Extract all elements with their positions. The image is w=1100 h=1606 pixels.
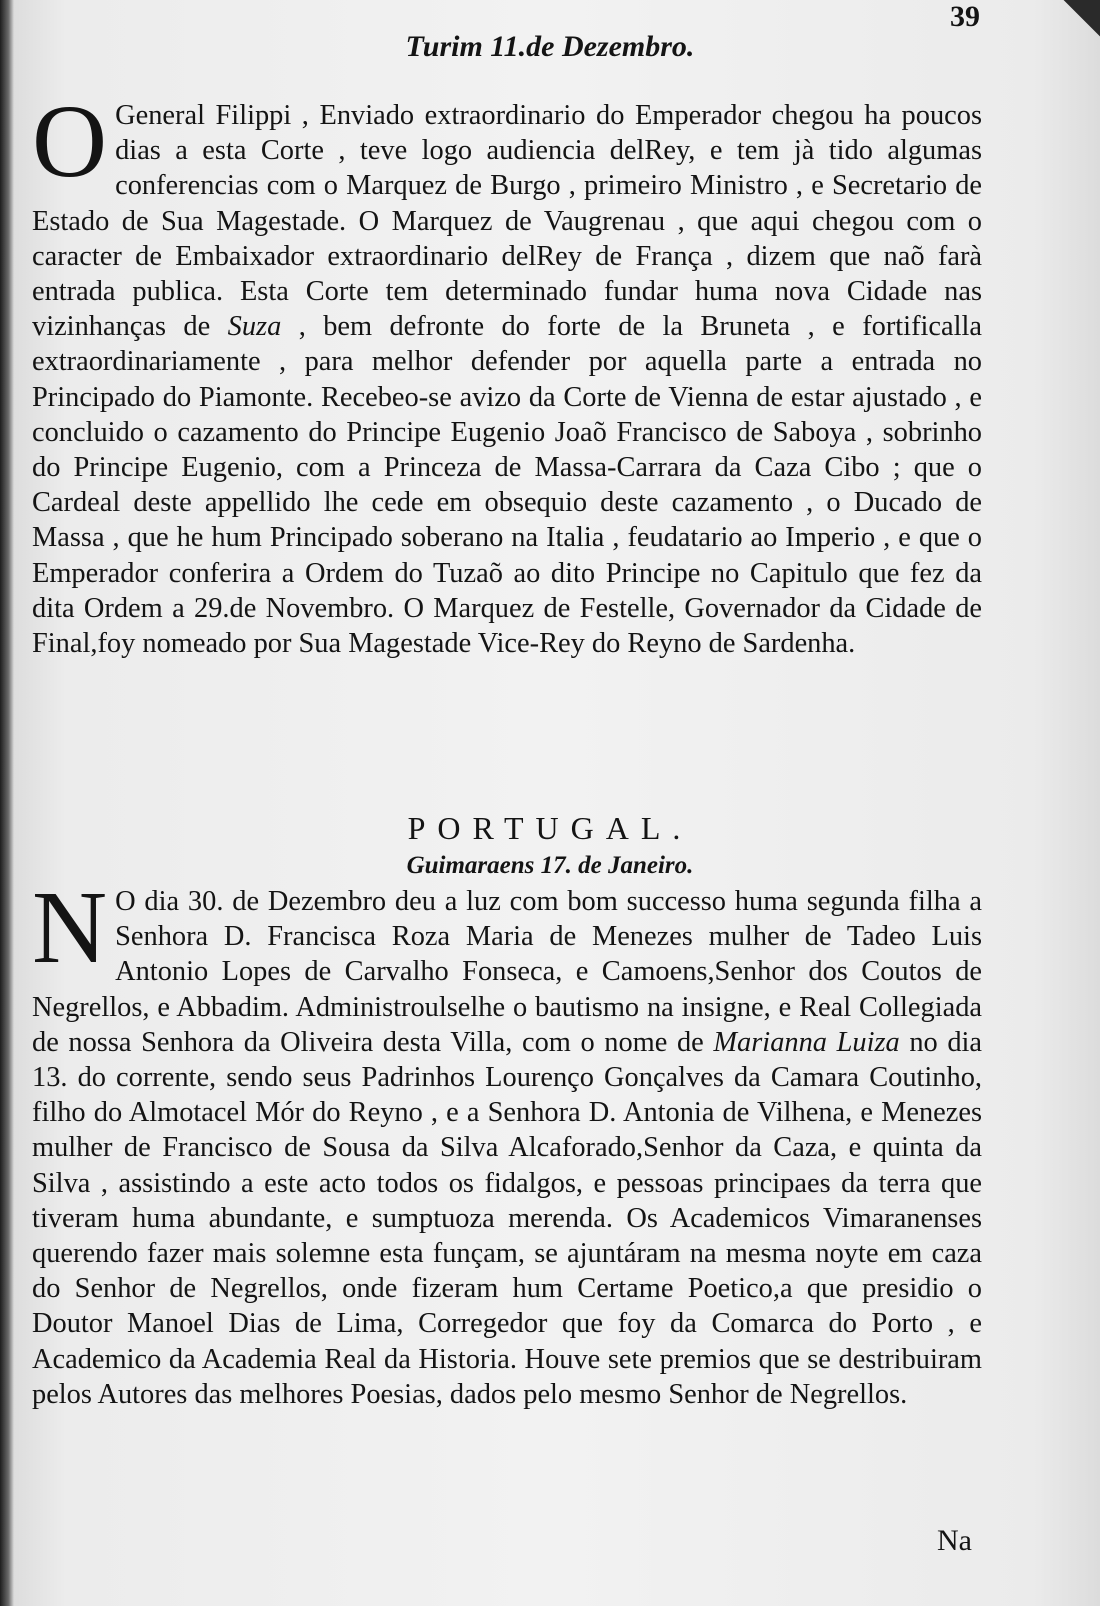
drop-cap: N <box>32 870 108 985</box>
article-text-continued: , bem defronte do forte de la Bruneta , e fortificalla extraordinariamente , para melhor defender por aquella parte a entrada no Principado do Piamonte. Recebeo-se avizo da Corte de Vienna de estar ajustado , e concluido o cazamento do Principe Eugenio Joaõ Francisco de Saboya , sobrinho do Principe Eugenio, com a Princeza de Massa-Carrara da Caza Cibo ; que o Cardeal deste appellido lhe cede em obsequio deste cazamento , o Ducado de Massa , que he hum Principado soberano na Italia , feudatario ao Imperio , e que o Emperador conferira a Ordem do Tuzaõ ao dito Principe no Capitulo que fez da dita Ordem a 29.de Novembro. O Marquez de Festelle, Governador da Cidade de Final,foy nomeado por Sua Magestade Vice-Rey do Reyno de Sardenha. <box>32 311 982 660</box>
child-name-italic: Marianna Luiza <box>713 1026 900 1058</box>
dateline-turim: Turim 11.de Dezembro. <box>405 30 695 63</box>
binding-shadow <box>0 0 14 1606</box>
article-text: General Filippi , Enviado extraordinario do Emperador chegou ha poucos dias a esta Corte , teve logo audiencia delRey, e tem jà tido algumas conferencias com o Marquez de Burgo , primeiro Ministro , e Secretario de Estado de Sua Magestade. O Marquez de Vaugrenau , que aqui chegou com o caracter de Embaixador extraordinario delRey de França , dizem que naõ farà entrada publica. Esta Corte tem determinado fundar huma nova Cidade nas vizinhanças de <box>32 100 982 343</box>
section-title-portugal: PORTUGAL. <box>407 810 693 846</box>
drop-cap: O <box>32 84 108 199</box>
article-text: O dia 30. de Dezembro deu a luz com bom successo huma segunda filha a Senhora D. Francisca Roza Maria de Menezes mulher de Tadeo Luis Antonio Lopes de Carvalho Fonseca, e Camoens,Senhor dos Coutos de Negrellos, e Abbadim. Administroulselhe o bautismo na insigne, e Real Collegiada de nossa Senhora da Oliveira desta Villa, com o nome de <box>32 886 982 1058</box>
article-text-continued: no dia 13. do corrente, sendo seus Padrinhos Lourenço Gonçalves da Camara Coutinho, filho do Almotacel Mór do Reyno , e a Senhora D. Antonia de Vilhena, e Menezes mulher de Francisco de Sousa da Silva Alcaforado,Senhor da Caza, e quinta da Silva , assistindo a este acto todos os fidalgos, e pessoas principaes da terra que tiveram huma abundante, e sumptuoza merenda. Os Academicos Vimaranenses querendo fazer mais solemne esta funçam, se ajuntáram na mesma noyte em caza do Senhor de Negrellos, onde fizeram hum Certame Poetico,a que presidio o Doutor Manoel Dias de Lima, Corregedor que foy da Comarca do Porto , e Academico da Academia Real da Historia. Houve sete premios que se destribuiram pelos Autores das melhores Poesias, dados pelo mesmo Senhor de Negrellos. <box>32 1026 983 1410</box>
page-number: 39 <box>950 0 980 33</box>
dateline-guimaraens: Guimaraens 17. de Janeiro. <box>406 852 694 879</box>
article-turim <box>32 84 982 661</box>
place-name-italic: Suza <box>227 311 282 343</box>
article-guimaraens <box>32 870 983 1412</box>
catchword: Na <box>937 1524 972 1557</box>
